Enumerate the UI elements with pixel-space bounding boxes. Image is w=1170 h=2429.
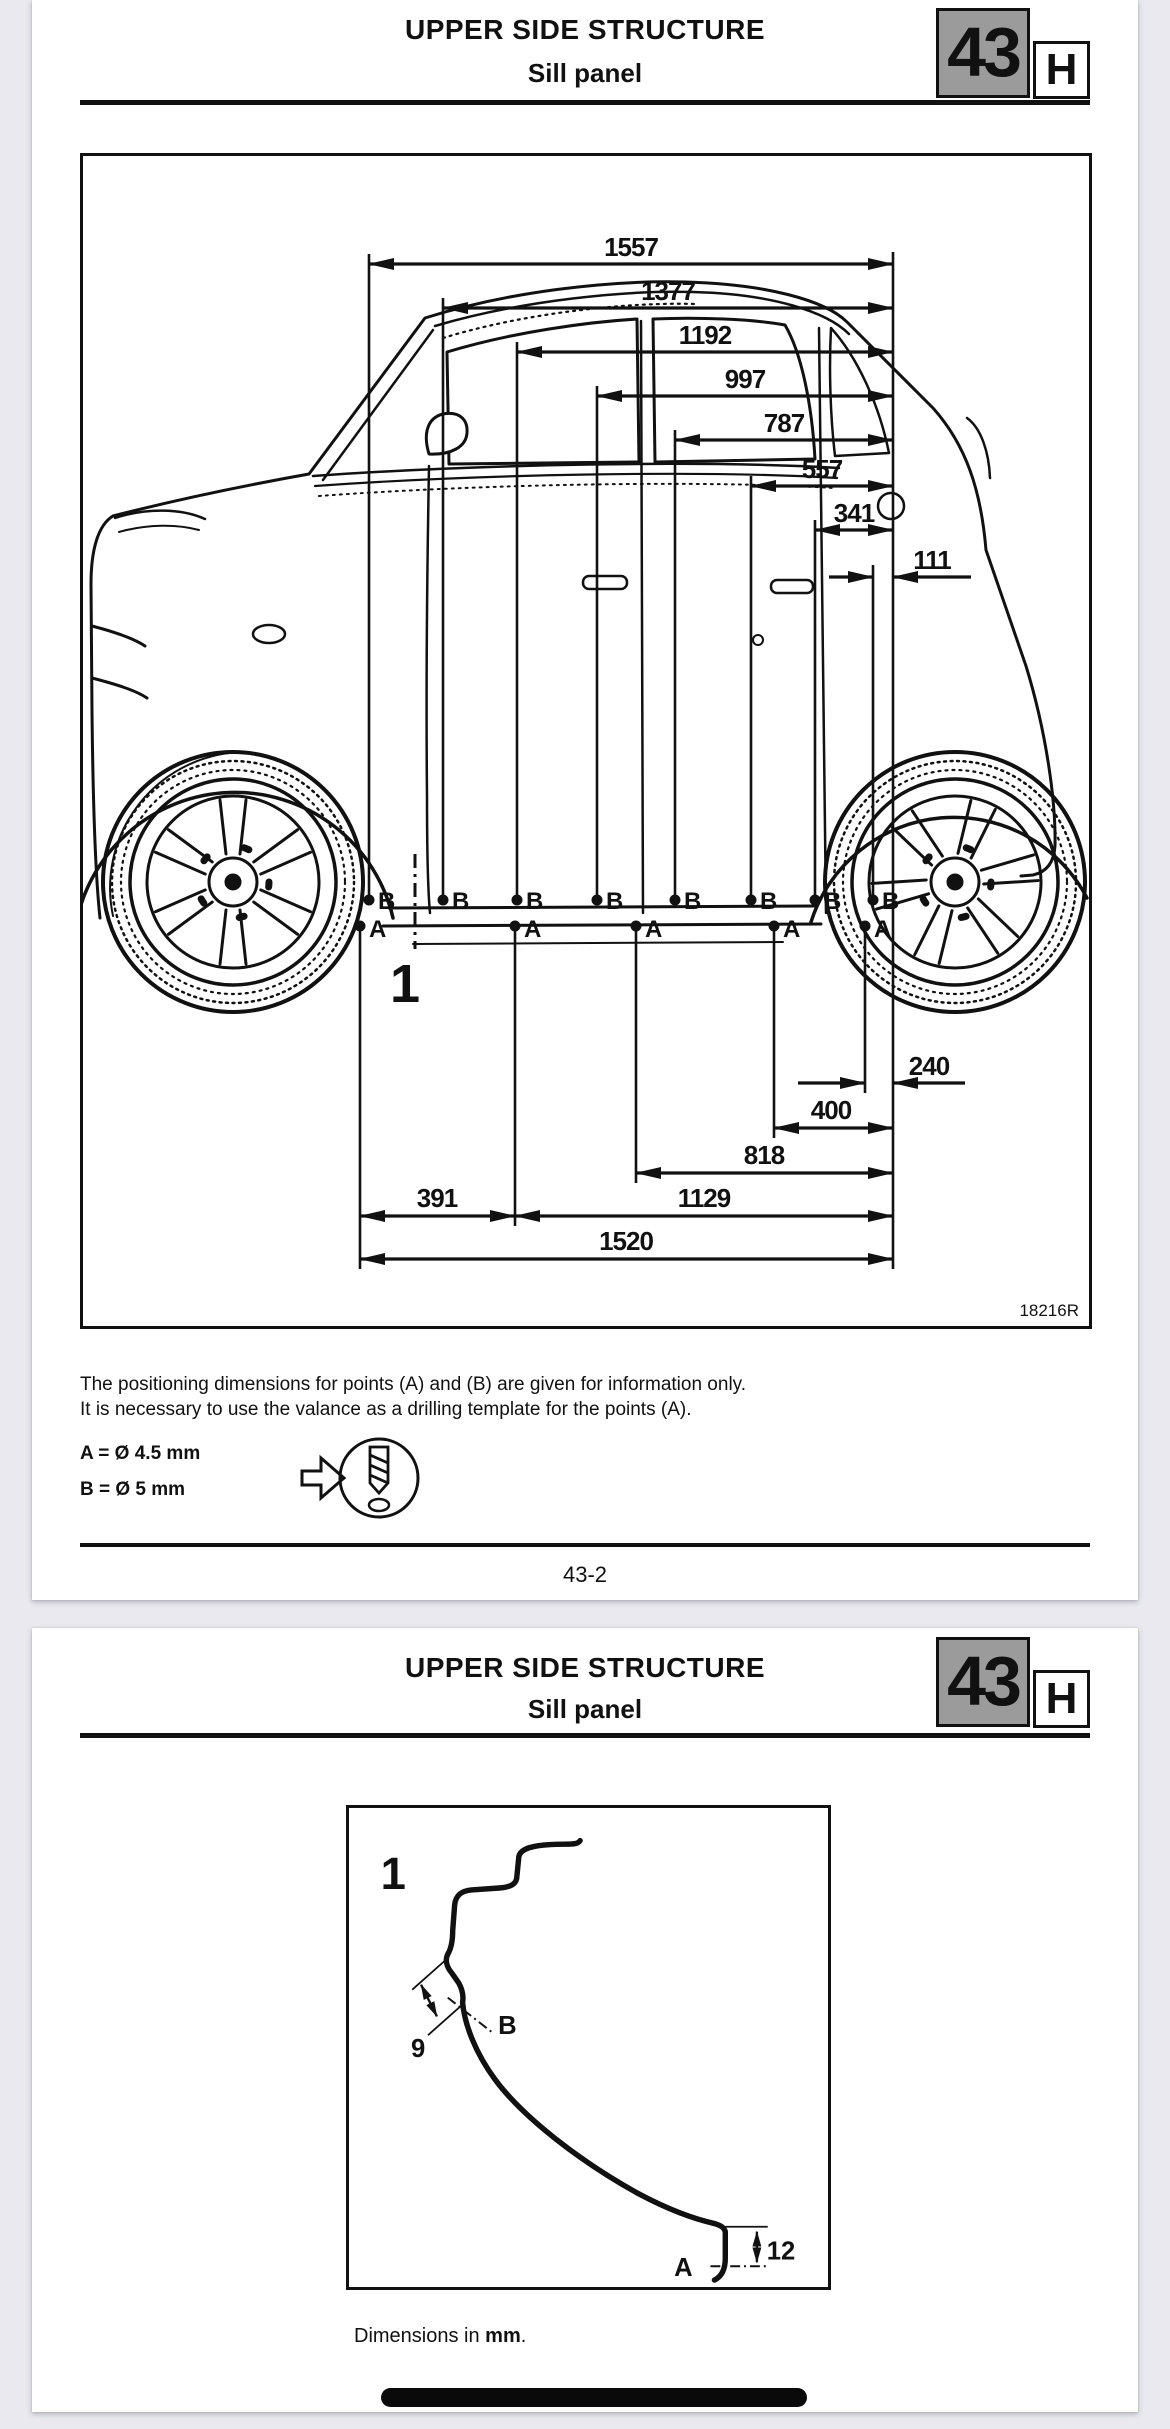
- callout-1: 1: [380, 1847, 406, 1899]
- page-title: UPPER SIDE STRUCTURE: [404, 1652, 766, 1683]
- header-rule: [80, 100, 1090, 105]
- dim-12-group: [710, 2227, 767, 2267]
- callout-1: 1: [389, 954, 421, 1014]
- sill-drilling-diagram: [80, 153, 1092, 1329]
- bottom-dimensions: [360, 1083, 965, 1259]
- dim-1129: 1129: [677, 1183, 731, 1213]
- section-letter-badge: H: [1033, 1670, 1090, 1728]
- point-b-label: B: [882, 888, 900, 915]
- point-b-label: B: [452, 888, 470, 915]
- sill-profile-figure: [349, 1808, 828, 2287]
- dim-9-group: [412, 1958, 493, 2035]
- point-b-label: B: [526, 888, 544, 915]
- point-a-label: A: [674, 2254, 693, 2283]
- dim-1557: 1557: [604, 232, 658, 262]
- point-b-label: B: [824, 888, 842, 915]
- dim-1377: 1377: [641, 276, 695, 306]
- section-number-badge: 43: [936, 8, 1030, 98]
- spec-a: A = Ø 4.5 mm: [80, 1443, 201, 1464]
- dim-240: 240: [908, 1051, 950, 1081]
- header-rule: [80, 1733, 1090, 1738]
- dimensions-note-prefix: Dimensions in: [354, 2325, 486, 2347]
- car-side-view-figure: [83, 156, 1089, 1326]
- dim-787: 787: [763, 408, 805, 438]
- manual-page-2: [32, 1628, 1138, 2412]
- point-a-label: A: [645, 916, 663, 943]
- arrow-right-icon: [302, 1458, 344, 1498]
- point-a-label: A: [783, 916, 801, 943]
- point-b-label: B: [760, 888, 778, 915]
- dim-818: 818: [743, 1140, 785, 1170]
- drill-points: [355, 888, 900, 943]
- dim-111: 111: [913, 545, 951, 575]
- point-a-label: A: [369, 916, 387, 943]
- dim-400: 400: [810, 1095, 852, 1125]
- dim-9: 9: [410, 2034, 426, 2063]
- point-a-label: A: [524, 916, 542, 943]
- dim-1192: 1192: [678, 320, 732, 350]
- dimensions-note-unit: mm: [485, 2325, 521, 2347]
- figure-ref: 18216R: [1019, 1301, 1079, 1320]
- page-title: UPPER SIDE STRUCTURE: [404, 14, 766, 45]
- dim-557: 557: [801, 454, 843, 484]
- point-b-label: B: [378, 888, 396, 915]
- point-a-label: A: [874, 916, 892, 943]
- page-subtitle: Sill panel: [527, 58, 643, 88]
- point-b-label: B: [498, 2012, 517, 2041]
- drill-tool-icon: [287, 1425, 477, 1525]
- sill-profile-curve: [446, 1841, 725, 2283]
- section-letter-badge: H: [1033, 41, 1090, 99]
- dim-12: 12: [766, 2237, 796, 2266]
- point-b-label: B: [606, 888, 624, 915]
- dimensions-note-suffix: .: [520, 2325, 527, 2347]
- section-number-badge: 43: [936, 1637, 1030, 1727]
- car-drawing: [83, 282, 1087, 1012]
- dim-1520: 1520: [599, 1226, 653, 1256]
- page-number: 43-2: [562, 1562, 608, 1587]
- manual-page-1: [32, 0, 1138, 1600]
- dim-341: 341: [833, 498, 875, 528]
- spec-b: B = Ø 5 mm: [80, 1479, 186, 1500]
- point-b-label: B: [684, 888, 702, 915]
- drill-bit-icon: [340, 1439, 418, 1517]
- redacted-bar: [381, 2388, 807, 2407]
- dim-997: 997: [724, 364, 766, 394]
- dim-391: 391: [416, 1183, 458, 1213]
- note-line-2: It is necessary to use the valance as a drilling template for the points (A).: [80, 1399, 692, 1420]
- note-line-1: The positioning dimensions for points (A) and (B) are given for information only.: [80, 1374, 747, 1395]
- dimensions-note: [354, 2325, 526, 2348]
- footer-rule: [80, 1543, 1090, 1547]
- sill-section-diagram: [346, 1805, 831, 2290]
- page-subtitle: Sill panel: [527, 1694, 643, 1724]
